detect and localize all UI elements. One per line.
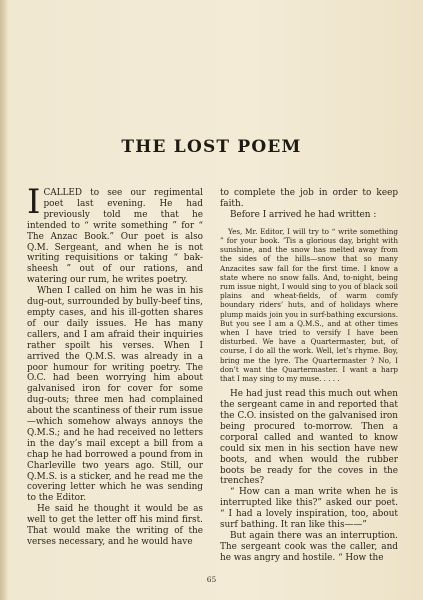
right-column	[220, 188, 398, 564]
left-paragraph-1	[27, 182, 203, 286]
quoted-letter	[220, 227, 398, 383]
right-paragraph-3: But again there was an interruption. The sergeant cook was the caller, and he was angry and hostile. “ How the	[220, 530, 398, 563]
left-paragraph-2: When I called on him he was in his dug-out, surrounded by bully-beef tins, empty cases, and his ill-gotten shares of our daily issues. He has many callers, and I am afraid their inquiries rather spoilt his verses. When I arrived the Q.M.S. was already in a poor humour for writing poetry. The O.C. had been worrying him about galvanised iron for cover for some dug-outs; three men had complained about the scantiness of their rum issue—which somehow always annoys the Q.M.S.; and he had received no letters in the day’s mail except a bill from a chap he had borrowed a pound from in Charleville two years ago. Still, our Q.M.S. is a sticker, and he read me the covering letter which he was sending to the Editor.	[27, 286, 203, 504]
right-intro-paragraph-2: Before I arrived he had written :	[230, 209, 377, 220]
left-paragraph-1-text: CALLED to see our regimental poet last evening. He had previously told me that he intended to “ write something ” for “ The Anzac Book.” Our poet is also Q.M. Sergeant, and when he is not writing requisitions or taking “ bak-sheesh ” out of our rations, and watering our rum, he writes poetry.	[27, 188, 203, 286]
quoted-letter-text: Yes, Mr. Editor, I will try to “ write something ” for your book. ’Tis a glorious day, bright with sunshine, and the snow has melted away from the sides of the hills—snow that so many Anzacites saw fall for the first time. I know a state where no snow falls. And, to-night, being rum issue night, I would sing to you of black soil plains and wheat-fields, of warm comfy boundary riders’ huts, and of holidays where plump maids join you in surf-bathing excursions. But you see I am a Q.M.S., and at other times when I have tried to versify I have been disturbed. We have a Quartermaster, but, of course, I do all the work. Well, let’s rhyme. Boy, bring me the lyre. The Quartermaster ? No, I don’t want the Quartermaster. I want a harp that I may sing to my muse. . . . .	[220, 226, 398, 383]
right-intro-paragraph-1: to complete the job in order to keep faith.	[220, 188, 398, 209]
page-title: THE LOST POEM	[121, 137, 302, 157]
page-number: 65	[206, 575, 217, 584]
page-gutter-shadow	[0, 0, 8, 600]
drop-cap: I	[27, 182, 41, 222]
right-paragraph-2: “ How can a man write when he is interrupted like this?” asked our poet. “ I had a lovely inspiration, too, about surf bathing. It ran like this——”	[220, 487, 398, 531]
right-paragraph-1: He had just read this much out when the sergeant came in and reported that the C.O. insisted on the galvanised iron being procured to-morrow. Then a corporal called and wanted to know could six men in his section have new boots, and when would the rubber boots be ready for the coves in the trenches?	[220, 389, 398, 487]
left-paragraph-3: He said he thought it would be as well to get the letter off his mind first. That would make the writing of the verses necessary, and he would have	[27, 504, 203, 547]
left-column	[27, 182, 203, 548]
